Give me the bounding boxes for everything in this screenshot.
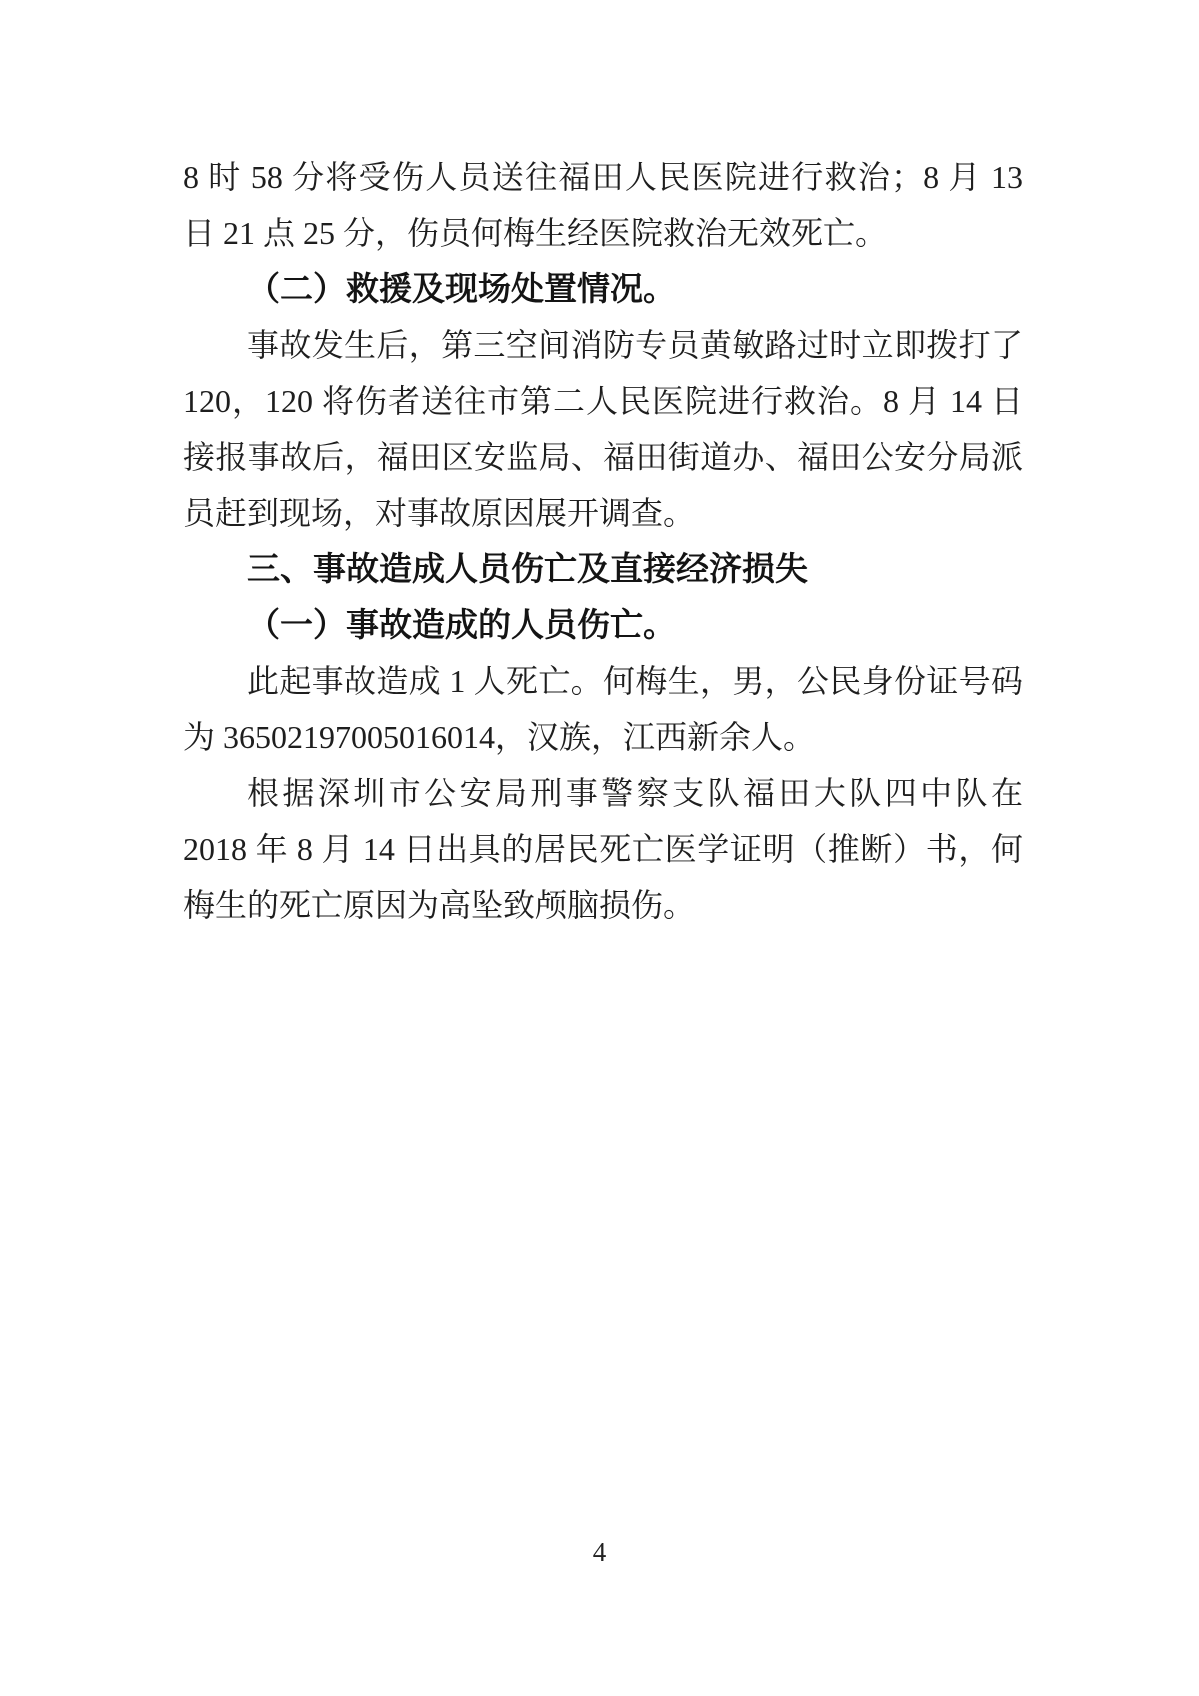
body-text-line: 日 21 点 25 分，伤员何梅生经医院救治无效死亡。 <box>183 215 888 251</box>
body-text-line: 员赶到现场，对事故原因展开调查。 <box>183 495 696 531</box>
heading-line: （一）事故造成的人员伤亡。 <box>247 606 676 643</box>
heading-line: 三、事故造成人员伤亡及直接经济损失 <box>247 550 808 587</box>
heading-line: （二）救援及现场处置情况。 <box>247 270 676 307</box>
body-text-line: 梅生的死亡原因为高坠致颅脑损伤。 <box>183 887 696 923</box>
body-text-line: 接报事故后，福田区安监局、福田街道办、福田公安分局派 <box>183 439 1023 475</box>
body-text-line: 2018 年 8 月 14 日出具的居民死亡医学证明（推断）书，何 <box>183 831 1023 867</box>
body-text-line: 120，120 将伤者送往市第二人民医院进行救治。8 月 14 日 <box>183 383 1023 419</box>
body-text-line: 为 36502197005016014，汉族，江西新余人。 <box>183 719 816 755</box>
document-body <box>183 149 1023 933</box>
body-text-line: 根据深圳市公安局刑事警察支队福田大队四中队在 <box>247 775 1023 811</box>
page-number: 4 <box>592 1537 607 1567</box>
body-text-line: 8 时 58 分将受伤人员送往福田人民医院进行救治；8 月 13 <box>183 159 1023 195</box>
body-text-line: 此起事故造成 1 人死亡。何梅生，男，公民身份证号码 <box>247 663 1023 699</box>
body-text-line: 事故发生后，第三空间消防专员黄敏路过时立即拨打了 <box>247 327 1023 363</box>
